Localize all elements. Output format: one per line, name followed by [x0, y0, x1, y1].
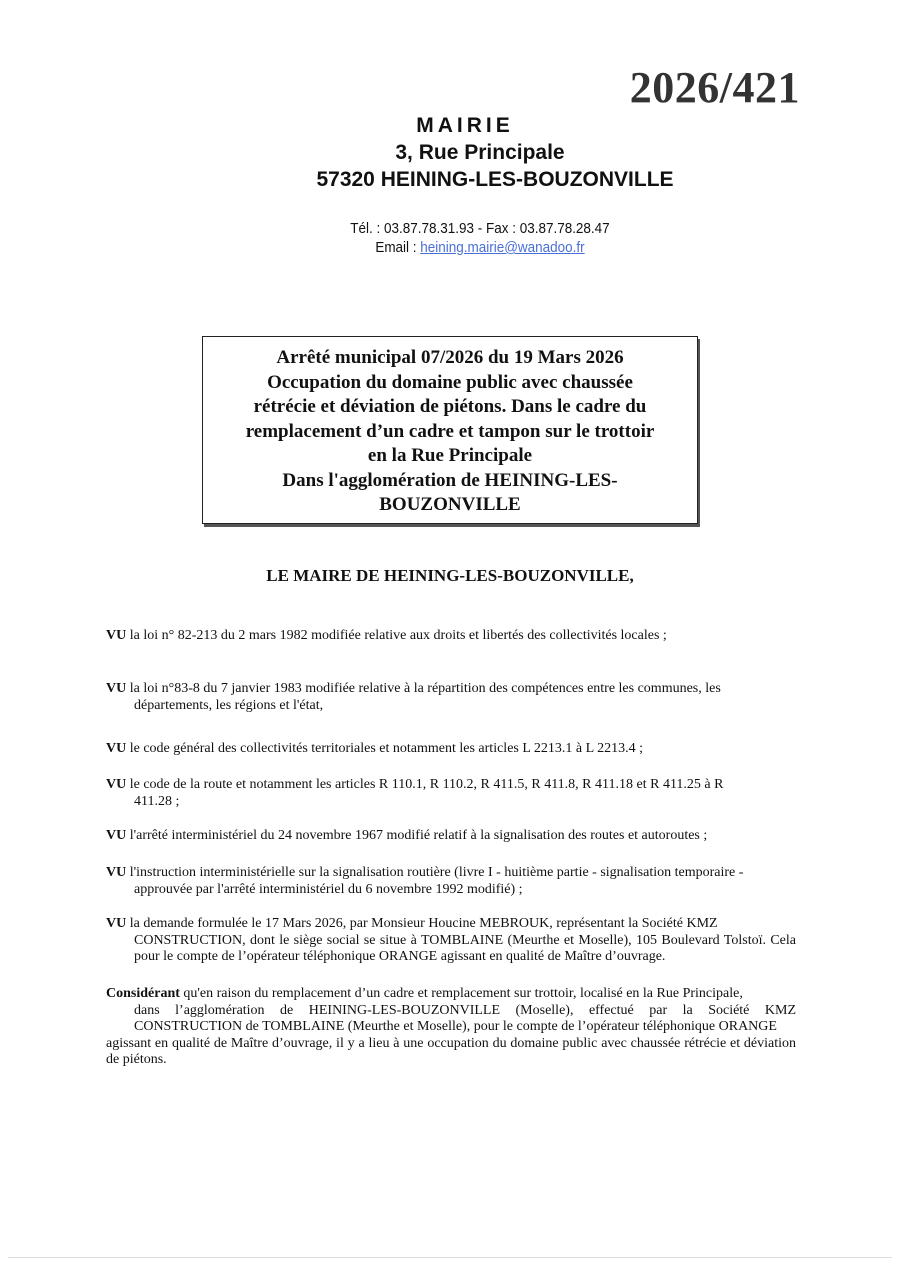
title-line: remplacement d’un cadre et tampon sur le trottoir — [245, 420, 655, 442]
vu-label: VU — [106, 628, 127, 643]
visa-text: la loi n° 82-213 du 2 mars 1982 modifiée relative aux droits et libertés des collectivités locales ; — [129, 628, 667, 643]
visa-paragraph — [106, 777, 796, 810]
title-line: rétrécie et déviation de piétons. Dans le cadre du — [253, 396, 647, 417]
visa-paragraph — [106, 828, 796, 845]
email-link[interactable]: heining.mairie@wanadoo.fr — [420, 240, 585, 256]
considerant-label: Considérant — [106, 986, 180, 1001]
considerant-continuation: dans l’agglomération de HEINING-LES-BOUZONVILLE (Moselle), effectué par la Société KMZ CONSTRUCTION de TOMBLAINE (Meurthe et Moselle), pour le compte de l’opérateur téléphonique ORANGE — [134, 1002, 796, 1034]
email-line — [313, 239, 648, 258]
visa-continuation: approuvée par l'arrêté interministériel du 6 novembre 1992 modifié) ; — [134, 881, 523, 897]
letterhead — [300, 112, 690, 193]
considerant-paragraph — [106, 986, 796, 1069]
visa-text: l'instruction interministérielle sur la signalisation routière (livre I - huitième partie - signalisation temporaire - — [129, 865, 744, 880]
title-line: Dans l'agglomération de HEINING-LES- — [282, 469, 618, 491]
title-line: en la Rue Principale — [367, 445, 533, 466]
considerant-text: qu'en raison du remplacement d’un cadre et remplacement sur trottoir, localisé en la Rue Principale, — [183, 986, 743, 1001]
visa-text: la demande formulée le 17 Mars 2026, par Monsieur Houcine MEBROUK, représentant la Société KMZ — [129, 916, 718, 931]
vu-label: VU — [106, 681, 127, 696]
considerant-rest: agissant en qualité de Maître d’ouvrage, il y a lieu à une occupation du domaine public avec chaussée rétrécie et déviation de piétons. — [106, 1035, 796, 1067]
phone-fax: Tél. : 03.87.78.31.93 - Fax : 03.87.78.28.47 — [350, 221, 610, 237]
visa-continuation: CONSTRUCTION, dont le siège social se situe à TOMBLAINE (Meurthe et Moselle), 105 Boulevard Tolstoï. Cela pour le compte de l’opérateur téléphonique ORANGE agissant en qualité de Maître d’ouvrage. — [134, 932, 796, 964]
visa-text: l'arrêté interministériel du 24 novembre 1967 modifié relatif à la signalisation des routes et autoroutes ; — [129, 828, 708, 843]
decree-title-box — [202, 336, 698, 524]
visa-paragraph — [106, 741, 796, 758]
scan-edge-line — [8, 1257, 892, 1258]
visa-text: le code de la route et notamment les articles R 110.1, R 110.2, R 411.5, R 411.8, R 411.18 et R 411.25 à R — [129, 777, 724, 792]
visa-text: la loi n°83-8 du 7 janvier 1983 modifiée relative à la répartition des compétences entre les communes, les — [129, 681, 721, 696]
visa-continuation: 411.28 ; — [134, 793, 180, 809]
visa-continuation: départements, les régions et l'état, — [134, 697, 324, 713]
vu-label: VU — [106, 865, 127, 880]
visa-paragraph — [106, 681, 796, 714]
email-label: Email : — [375, 240, 421, 256]
letterhead-city: 57320 HEINING-LES-BOUZONVILLE — [316, 168, 674, 191]
visa-paragraph — [106, 628, 796, 645]
visa-text: le code général des collectivités territoriales et notamment les articles L 2213.1 à L 2213.4 ; — [129, 741, 644, 756]
visa-paragraph — [106, 916, 796, 966]
letterhead-mairie: MAIRIE — [416, 114, 514, 137]
vu-label: VU — [106, 777, 127, 792]
visa-paragraph — [106, 865, 796, 898]
title-line: Occupation du domaine public avec chaussée — [267, 371, 633, 393]
vu-label: VU — [106, 828, 127, 843]
title-line: Arrêté municipal 07/2026 du 19 Mars 2026 — [276, 347, 624, 368]
title-line: BOUZONVILLE — [379, 494, 521, 515]
vu-label: VU — [106, 741, 127, 756]
maire-heading: LE MAIRE DE HEINING-LES-BOUZONVILLE, — [266, 566, 634, 585]
letterhead-street: 3, Rue Principale — [395, 141, 565, 164]
contact-block — [313, 220, 648, 258]
reference-number: 2026/421 — [629, 63, 800, 112]
vu-label: VU — [106, 916, 127, 931]
